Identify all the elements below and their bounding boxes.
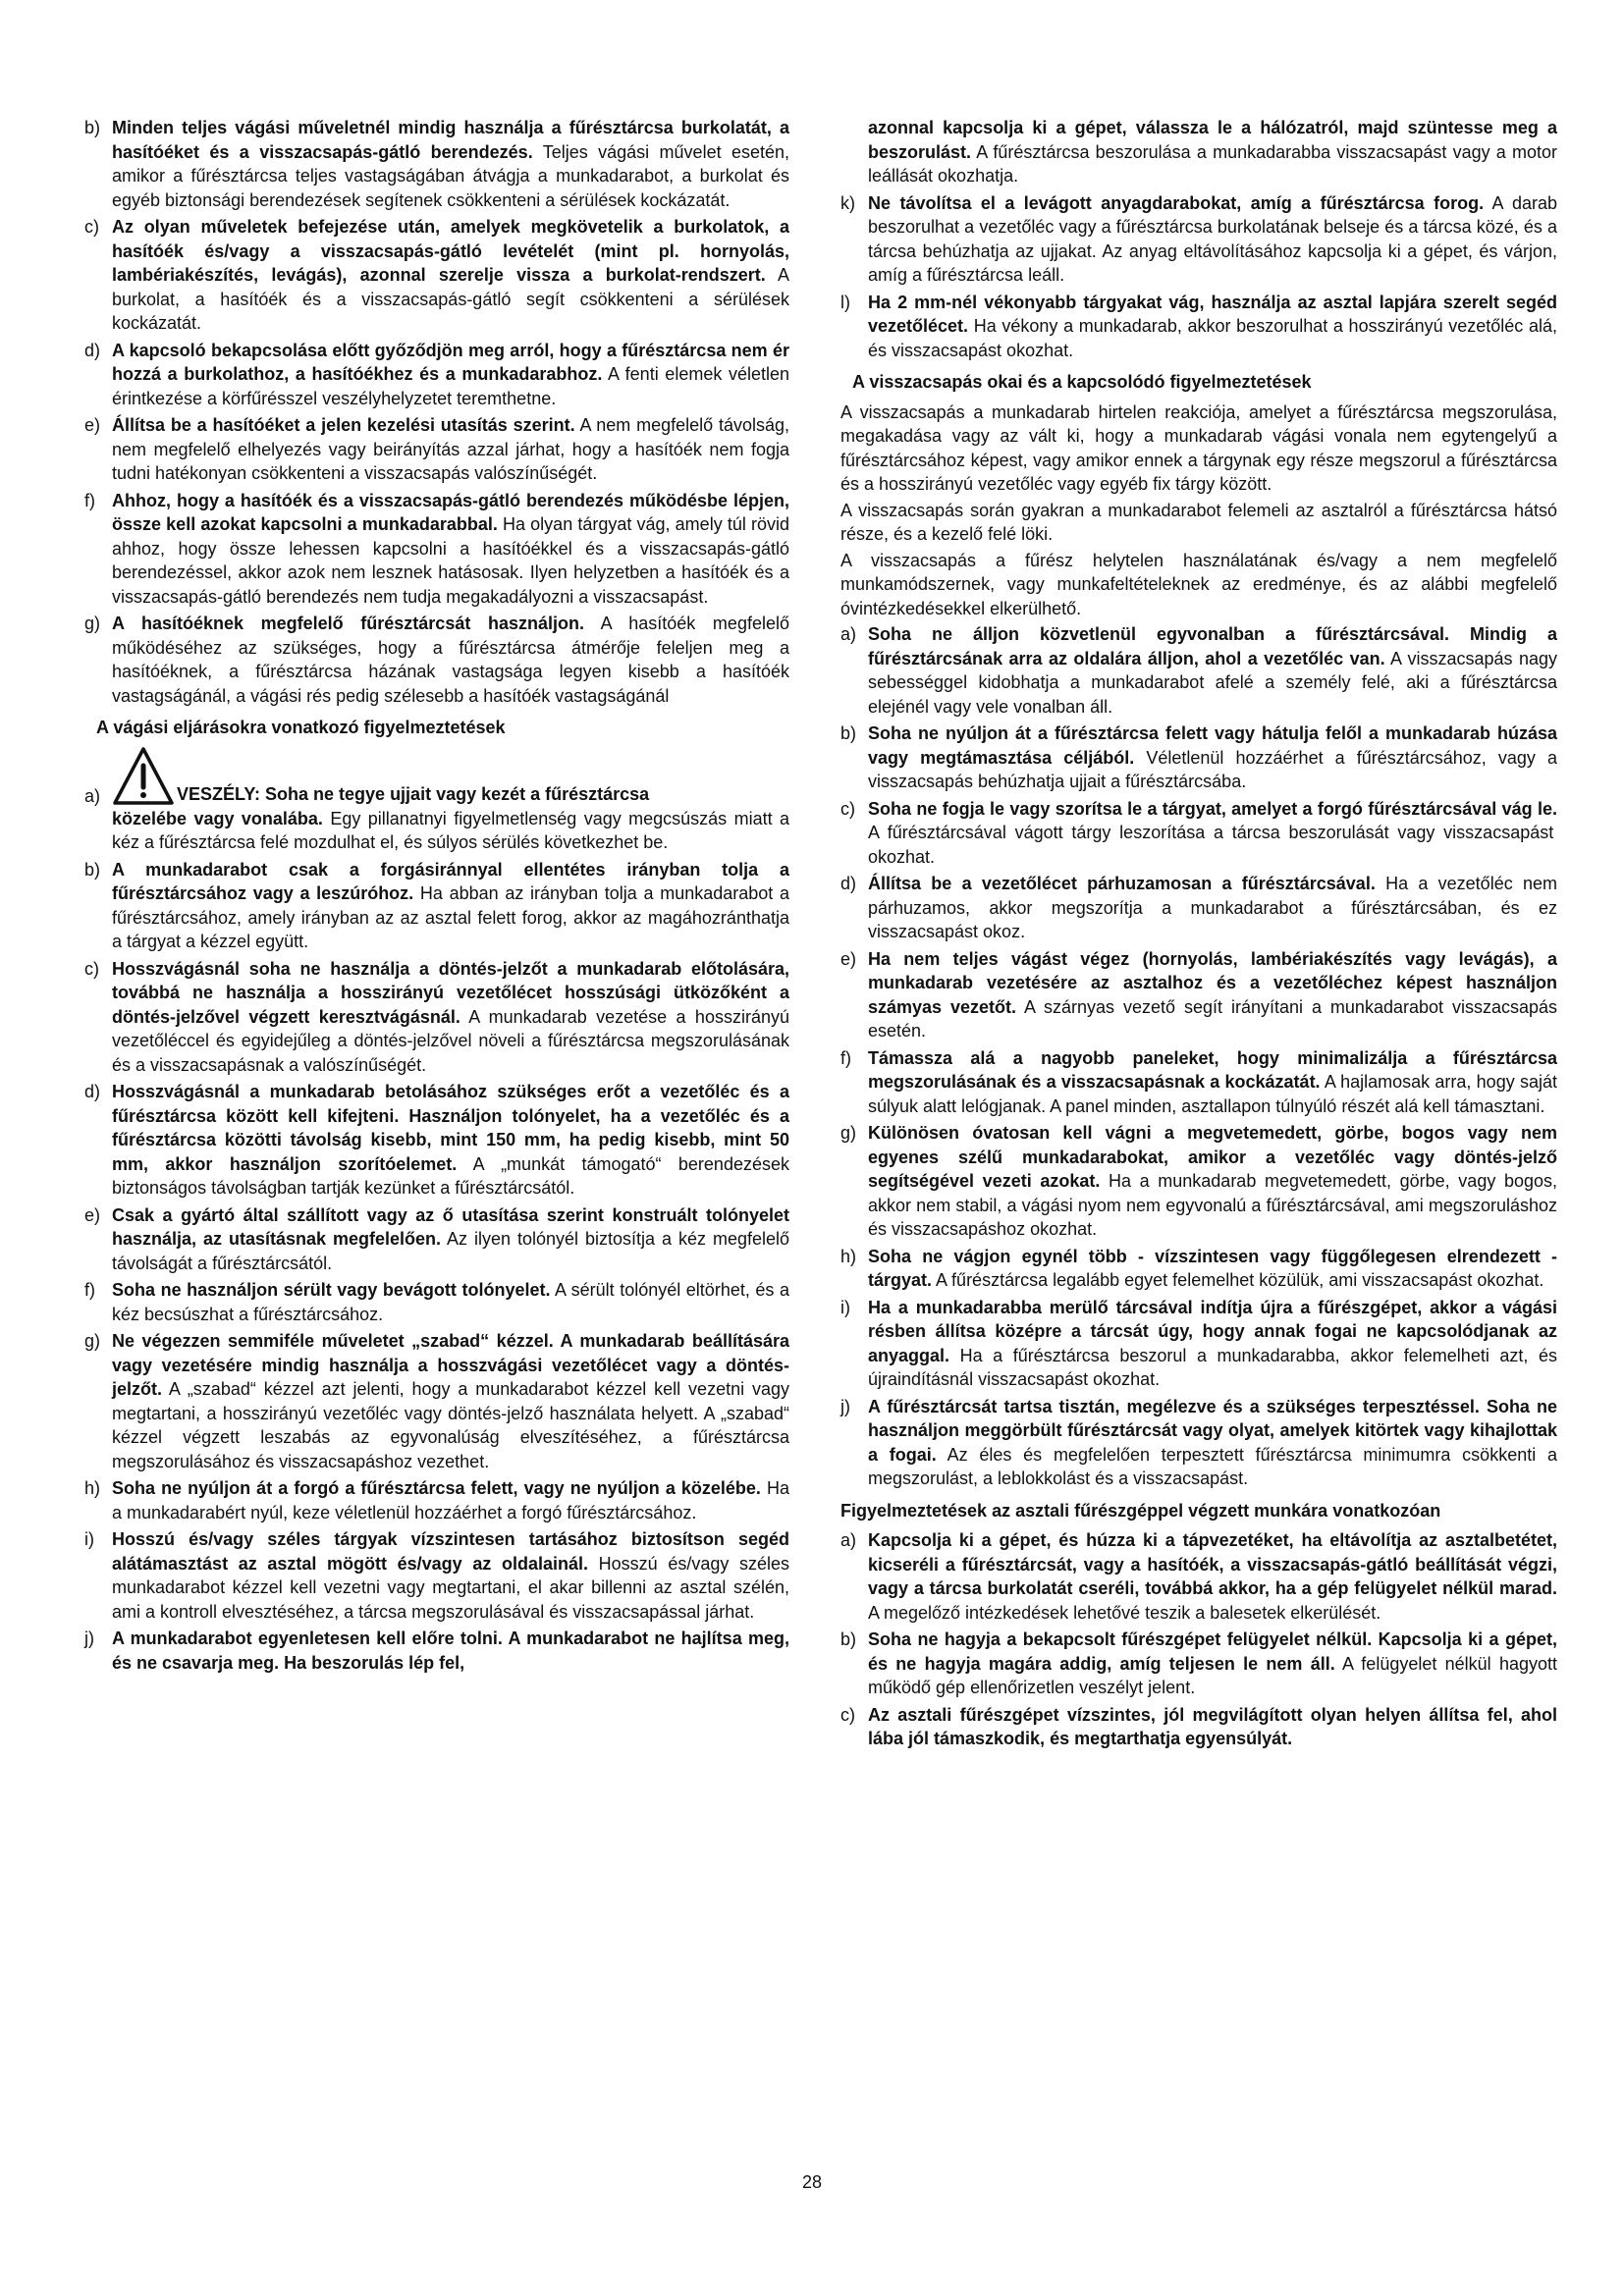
list-item: g) Különösen óvatosan kell vágni a megvetemedett, görbe, bogos vagy nem egyenes szélű munkadarabokat, amikor a vezetőléc vagy döntés-jelző segítségével vezeti azokat. Ha a munkadarab megvetemedett, görbe, vagy bogos, akkor nem stabil, a vágási nyom nem egyvonalú a fűrésztárcsával, ami megszoruláshoz és visszacsapáshoz okozhat. [840,1123,1557,1239]
left-column [84,116,789,1681]
list-item: c) Az asztali fűrészgépet vízszintes, jól megvilágított olyan helyen állítsa fel, ahol lába jól támaszkodik, és megtarthatja egyensúlyát. [840,1704,1557,1748]
list-item: h) Soha ne vágjon egynél több - vízszintesen vagy függőlegesen elrendezett - tárgyat. A fűrésztárcsa legalább egyet felemelhet közülük, ami visszacsapást okozhat. [840,1246,1557,1290]
paragraph: A visszacsapás a fűrész helytelen használatának és/vagy a nem megfelelő munkamódszernek, vagy munkafeltételeknek az eredménye, és az alábbi megfelelő óvintézkedésekkel elkerülhető. [840,550,1557,618]
list-item: h) Soha ne nyúljon át a forgó a fűrésztárcsa felett, vagy ne nyúljon a közelébe. Ha a munkadarabért nyúl, keze véletlenül hozzáérhet a forgó fűrésztárcsához. [84,1478,789,1522]
section-heading-cutting: A vágási eljárásokra vonatkozó figyelmeztetések [96,718,506,737]
list-item: c) Hosszvágásnál soha ne használja a döntés-jelzőt a munkadarab előtolására, továbbá ne használja a hosszirányú vezetőlécet hosszúsági ütközőként a döntés-jelzővel végzett keresztvágásnál. A munkadarab vezetése a hosszirányú vezetőléccel és egyidejűleg a döntés-jelzővel növeli a fűrésztárcsa megszorulásának és a visszacsapásnak a valószínűségét. [84,958,789,1075]
list-item: f) Ahhoz, hogy a hasítóék és a visszacsapás-gátló berendezés működésbe lépjen, össze kell azokat kapcsolni a munkadarabbal. Ha olyan tárgyat vág, amely túl rövid ahhoz, hogy össze lehessen kapcsolni a hasítóékkel és a visszacsapás-gátló berendezéssel, akkor azok nem lesznek hatásosak. Ilyen helyzetben a hasítóék és a visszacsapás-gátló berendezés nem tudja megakadályozni a visszacsapást. [84,490,789,607]
section-heading-table-saw: Figyelmeztetések az asztali fűrészgéppel végzett munkára vonatkozóan [840,1500,1441,1521]
list-item: i) Ha a munkadarabba merülő tárcsával indítja újra a fűrészgépet, akkor a vágási résben állítsa középre a tárcsát úgy, hogy annak fogai ne kapcsolódjanak az anyaggal. Ha a fűrésztárcsa beszorul a munkadarabba, akkor felemelheti azt, és újraindításnál visszacsapást okozhat. [840,1297,1557,1389]
section-heading-kickback: A visszacsapás okai és a kapcsolódó figyelmeztetések [852,372,1312,392]
list-item: c) Soha ne fogja le vagy szorítsa le a tárgyat, amelyet a forgó fűrésztárcsával vág le. A fűrésztárcsával vágott tárgy leszorítása a tárcsa beszorulását vagy visszacsapást okozhat. [840,798,1557,867]
list-item: j) A munkadarabot egyenletesen kell előre tolni. A munkadarabot ne hajlítsa meg, és ne csavarja meg. Ha beszorulás lép fel, [84,1629,789,1673]
list-item: g) Ne végezzen semmiféle műveletet „szabad“ kézzel. A munkadarab beállítására vagy vezetésére mindig használja a hosszvágási vezetőlécet vagy a döntés-jelzőt. A „szabad“ kézzel azt jelenti, hogy a munkadarabot kézzel kell vezetni vagy megtartani, a hosszirányú vezetőléc vagy döntés-jelző használata helyett. A „szabad“ kézzel végzett leszabás az egyvonalúság elveszítéséhez, a fűrésztárcsa megszorulásához és visszacsapáshoz vezethet. [84,1331,789,1471]
list-item: e) Állítsa be a hasítóéket a jelen kezelési utasítás szerint. A nem megfelelő távolság, nem megfelelő elhelyezés vagy beirányítás azzal járhat, hogy a hasítóék nem fogja tudni hatékonyan csökkenteni a visszacsapás valószínűségét. [84,415,789,483]
list-item: c) Az olyan műveletek befejezése után, amelyek megkövetelik a burkolatok, a hasítóék és/vagy a visszacsapás-gátló levételét (mint pl. hornyolás, lambériakészítés, levágás), azonnal szerelje vissza a burkolat-rendszert. A burkolat, a hasítóék és a visszacsapás-gátló segít csökkenteni a sérülések kockázatát. [84,217,790,333]
list-item: f) Támassza alá a nagyobb paneleket, hogy minimalizálja a fűrésztárcsa megszorulásának és a visszacsapásnak a kockázatát. A hajlamosak arra, hogy saját súlyuk alatt lelógjanak. A panel minden, asztallapon túlnyúló részét alá kell támasztani. [840,1047,1557,1116]
list-item: j) A fűrésztárcsát tartsa tisztán, megélezve és a szükséges terpesztéssel. Soha ne használjon meggörbült fűrésztárcsát vagy olyat, amelyek kitörtek vagy kihajlottak a fogai. Az éles és megfelelően terpesztett fűrésztárcsa minimumra csökkenti a megszorulást, a leblokkolást és a visszacsapást. [840,1396,1558,1488]
list-item: b) Soha ne hagyja a bekapcsolt fűrészgépet felügyelet nélkül. Kapcsolja ki a gépet, és ne hagyja magára addig, amíg teljesen le nem áll. A felügyelet nélkül hagyott működő gép ellenőrizetlen veszélyt jelent. [840,1629,1557,1697]
list-item: d) Állítsa be a vezetőlécet párhuzamosan a fűrésztárcsával. Ha a vezetőléc nem párhuzamos, akkor megszorítja a munkadarabot a fűrésztárcsában, és ez visszacsapást okoz. [840,874,1557,941]
list-item: l) Ha 2 mm-nél vékonyabb tárgyakat vág, használja az asztal lapjára szerelt segéd vezetőlécet. Ha vékony a munkadarab, akkor beszorulhat a hosszirányú vezetőléc alá, és visszacsapást okozhat. [840,292,1557,360]
list-item: b) A munkadarabot csak a forgásiránnyal ellentétes irányban tolja a fűrésztárcsához vagy a leszúróhoz. Ha abban az irányban tolja a munkadarabot a fűrésztárcsához, amely irányban az az asztal felett forog, akkor az magáhozránthatja a tárgyat a kézzel együtt. [84,859,789,951]
list-item: e) Ha nem teljes vágást végez (hornyolás, lambériakészítés vagy levágás), a munkadarab vezetésére az asztalhoz és a vezetőléchez képest használjon számyas vezetőt. A szárnyas vezető segít irányítani a munkadarabot visszacsapás esetén. [840,948,1558,1041]
continued-text: azonnal kapcsolja ki a gépet, válassza le a hálózatról, majd szüntesse meg a beszorulást. A fűrésztárcsa beszorulása a munkadarabba visszacsapást vagy a motor leállását okozhatja. [868,118,1557,186]
list-item: a) Kapcsolja ki a gépet, és húzza ki a tápvezetéket, ha eltávolítja az asztalbetétet, kicseréli a fűrésztárcsát, vagy a hasítóék, a visszacsapás-gátló beállítását végzi, vagy a tárcsa burkolatát cseréli, továbbá akkor, ha a gép felügyelet nélkül marad. A megelőző intézkedések lehetővé teszik a balesetek elkerülését. [840,1530,1557,1623]
list-item: a) Soha ne álljon közvetlenül egyvonalban a fűrésztárcsával. Mindig a fűrésztárcsának arra az oldalára álljon, ahol a vezetőléc van. A visszacsapás nagy sebességgel kidobhatja a munkadarabot afelé a személy felé, aki a fűrésztárcsa elejénél vagy vele vonalban áll. [840,624,1557,717]
warning-triangle-icon [112,746,175,807]
manual-page [84,116,1557,2216]
list-item: f) Soha ne használjon sérült vagy bevágott tolónyelet. A sérült tolónyél eltörhet, és a kéz becsúszhat a fűrésztárcsához. [84,1280,789,1324]
list-item: b) Minden teljes vágási műveletnél mindig használja a fűrésztárcsa burkolatát, a hasítóéket és a visszacsapás-gátló berendezés. Teljes vágási művelet esetén, amikor a fűrésztárcsa teljes vastagságában átvágja a munkadarabot, a burkolat és egyéb biztonsági berendezések segítenek csökkenteni a sérülések kockázatát. [84,118,789,210]
danger-item: a) VESZÉLY: Soha ne tegye ujjait vagy kezét a fűrésztárcsa közelébe vagy vonalába. Egy pillanatnyi figyelmetlenség vagy megcsúszás miatt a kéz a fűrésztárcsa felé mozdulhat el, és súlyos sérülés következhet be. [84,746,789,855]
right-column [840,116,1557,1754]
list-item: k) Ne távolítsa el a levágott anyagdarabokat, amíg a fűrésztárcsa forog. A darab beszorulhat a vezetőléc vagy a fűrésztárcsa burkolatának belseje és a tárcsa közé, és a tárcsa behúzhatja az ujjakat. Az anyag eltávolításához kapcsolja ki a gépet, és várjon, amíg a fűrésztárcsa leáll. [840,192,1557,285]
paragraph: A visszacsapás során gyakran a munkadarabot felemeli az asztalról a fűrésztárcsa hátsó része, és a kezelő felé löki. [840,500,1557,544]
list-item: d) Hosszvágásnál a munkadarab betolásához szükséges erőt a vezetőléc és a fűrésztárcsa között kell kifejteni. Használjon tolónyelet, ha a vezetőléc és a fűrésztárcsa közötti távolság kisebb, mint 150 mm, ha pedig kisebb, mint 50 mm, akkor használjon szorítóelemet. A „munkát támogató“ berendezések biztonságos távolságban tartják kezünket a fűrésztárcsától. [84,1082,789,1198]
list-item: d) A kapcsoló bekapcsolása előtt győződjön meg arról, hogy a fűrésztárcsa nem ér hozzá a burkolathoz, a hasítóékhez és a munkadarabhoz. A fenti elemek véletlen érintkezése a körfűrésszel veszélyhelyzetet teremthetne. [84,340,789,408]
list-item: e) Csak a gyártó által szállított vagy az ő utasítása szerint konstruált tolónyelet használja, az utasításnak megfelelően. Az ilyen tolónyél biztosítja a kéz megfelelő távolságát a fűrésztárcsától. [84,1204,789,1273]
page-number: 28 [801,2172,823,2192]
paragraph: A visszacsapás a munkadarab hirtelen reakciója, amelyet a fűrésztárcsa megszorulása, megakadása vagy az vált ki, hogy a munkadarab vágási vonala nem egytengelyű a fűrésztárcsához képest, vagy amikor ennek a tárgynak egy része megszorul a fűrésztárcsa és a hosszirányú vezetőléc vagy egyéb fix tárgy között. [840,401,1557,494]
list-item: g) A hasítóéknek megfelelő fűrésztárcsát használjon. A hasítóék megfelelő működéséhez az szükséges, hogy a fűrésztárcsa átmérője feleljen meg a hasítóéknek, a fűrésztárcsa házának vastagsága legyen kisebb a hasítóék vastagságánál, a vágási rés pedig szélesebb a hasítóék vastagságánál [84,614,789,706]
list-item: b) Soha ne nyúljon át a fűrésztárcsa felett vagy hátulja felől a munkadarab húzása vagy megtámasztása céljából. Véletlenül hozzáérhet a fűrésztárcsához, vagy a visszacsapás behúzhatja ujjait a fűrésztárcsába. [840,723,1557,791]
list-item: i) Hosszú és/vagy széles tárgyak vízszintesen tartásához biztosítson segéd alátámasztást az asztal mögött és/vagy az oldalainál. Hosszú és/vagy széles munkadarabot kézzel kell vezetni vagy megtartani, el akar billenni az asztal szélén, ami a kontroll elvesztéséhez, a tárcsa megszorulásával és visszacsapással járhat. [84,1529,790,1622]
